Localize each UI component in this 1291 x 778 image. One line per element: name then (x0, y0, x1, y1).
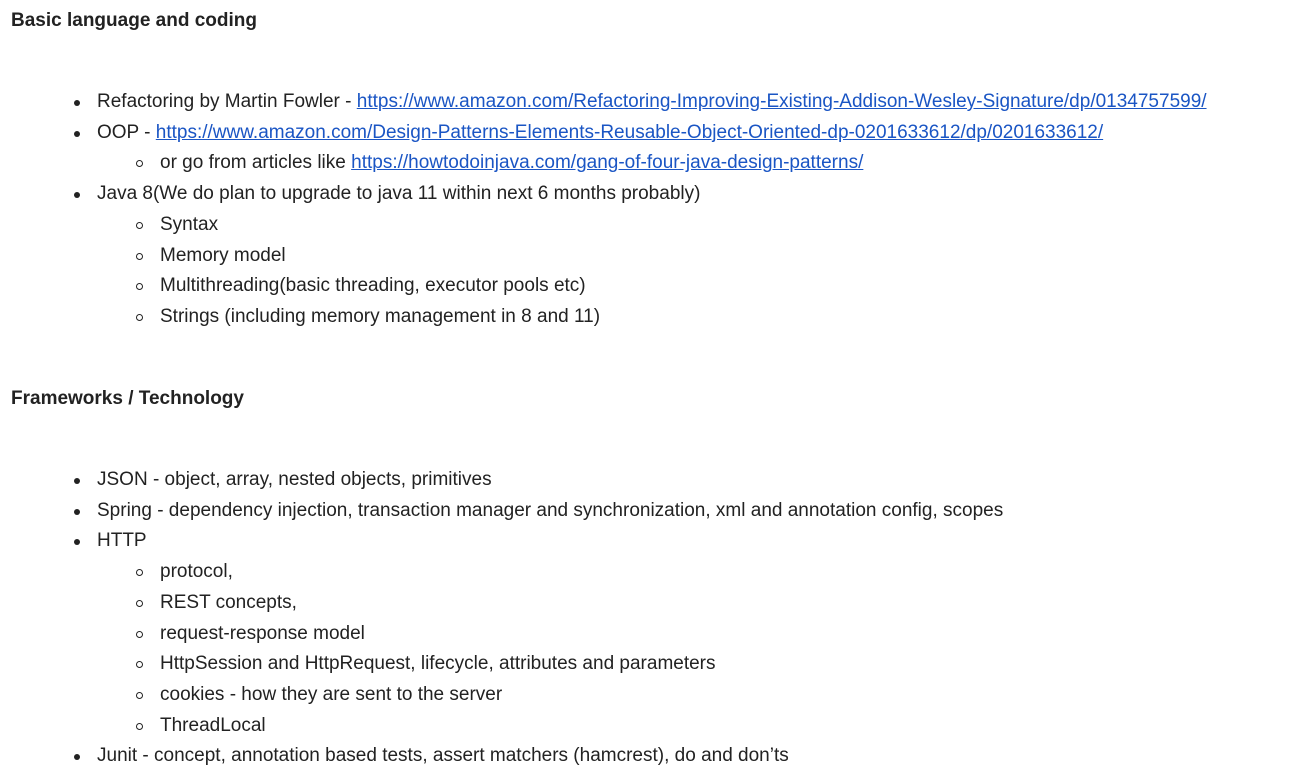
sub-item-rest (0, 588, 1291, 619)
bullet-circle-icon (136, 314, 143, 321)
list-item-text: protocol, (160, 561, 233, 583)
list-item-oop (0, 118, 1291, 149)
list-item-text: HTTP (97, 530, 147, 552)
sub-item-memory-model (0, 241, 1291, 272)
list-item-text: Java 8(We do plan to upgrade to java 11 within next 6 months probably) (97, 183, 701, 205)
list-item-junit (0, 741, 1291, 772)
sub-item-strings (0, 302, 1291, 333)
bullet-circle-icon (136, 631, 143, 638)
bullet-disc-icon (74, 539, 80, 545)
list-item-text: JSON - object, array, nested objects, primitives (97, 469, 492, 490)
bullet-circle-icon (136, 253, 143, 260)
section-heading-basic-language: Basic language and coding (11, 10, 257, 31)
bullet-disc-icon (74, 478, 80, 484)
bullet-circle-icon (136, 723, 143, 730)
list-item-spring (0, 496, 1291, 527)
sub-item-httpsession (0, 649, 1291, 680)
sub-item-threadlocal (0, 711, 1291, 742)
bullet-circle-icon (136, 569, 143, 576)
list-item-text: Spring - dependency injection, transaction manager and synchronization, xml and annotation config, scopes (97, 499, 1004, 521)
gof-articles-link[interactable]: https://howtodoinjava.com/gang-of-four-java-design-patterns/ (351, 152, 864, 174)
sub-item-cookies (0, 680, 1291, 711)
bullet-disc-icon (74, 754, 80, 760)
sub-item-syntax (0, 210, 1291, 241)
list-item-text: HttpSession and HttpRequest, lifecycle, attributes and parameters (160, 653, 716, 675)
bullet-disc-icon (74, 192, 80, 198)
list-item-text: OOP - (97, 121, 156, 143)
bullet-circle-icon (136, 283, 143, 290)
list-item-text: REST concepts, (160, 591, 297, 613)
bullet-circle-icon (136, 600, 143, 607)
frameworks-list (0, 465, 1291, 772)
list-item-text: Multithreading(basic threading, executor pools etc) (160, 275, 586, 297)
list-item-text: cookies - how they are sent to the server (160, 683, 503, 705)
sub-item-request-response (0, 619, 1291, 650)
sub-item-protocol (0, 557, 1291, 588)
bullet-circle-icon (136, 160, 143, 167)
bullet-circle-icon (136, 661, 143, 668)
list-item-text: Strings (including memory management in 8 and 11) (160, 305, 601, 327)
list-item-refactoring (0, 87, 1291, 118)
list-item-text: Refactoring by Martin Fowler - (97, 91, 357, 112)
list-item-text: request-response model (160, 622, 365, 644)
list-item-text: Memory model (160, 244, 286, 266)
list-item-text: or go from articles like (160, 152, 352, 174)
sub-item-articles (0, 148, 1291, 179)
list-item-java8 (0, 179, 1291, 210)
sub-item-multithreading (0, 271, 1291, 302)
list-item-text: Syntax (160, 213, 219, 235)
list-item-json (0, 465, 1291, 496)
list-item-text: Junit - concept, annotation based tests, assert matchers (hamcrest), do and don’ts (97, 745, 789, 767)
section-heading-frameworks: Frameworks / Technology (11, 388, 244, 409)
list-item-text: ThreadLocal (160, 714, 266, 736)
refactoring-book-link[interactable]: https://www.amazon.com/Refactoring-Improving-Existing-Addison-Wesley-Signature/dp/0134757599/ (356, 91, 1207, 112)
list-item-http (0, 526, 1291, 557)
bullet-circle-icon (136, 222, 143, 229)
bullet-disc-icon (74, 131, 80, 137)
bullet-disc-icon (74, 509, 80, 515)
bullet-circle-icon (136, 692, 143, 699)
basic-language-list (0, 87, 1291, 333)
bullet-disc-icon (74, 100, 80, 106)
design-patterns-book-link[interactable]: https://www.amazon.com/Design-Patterns-Elements-Reusable-Object-Oriented-dp-0201633612/dp/0201633612/ (155, 121, 1104, 143)
